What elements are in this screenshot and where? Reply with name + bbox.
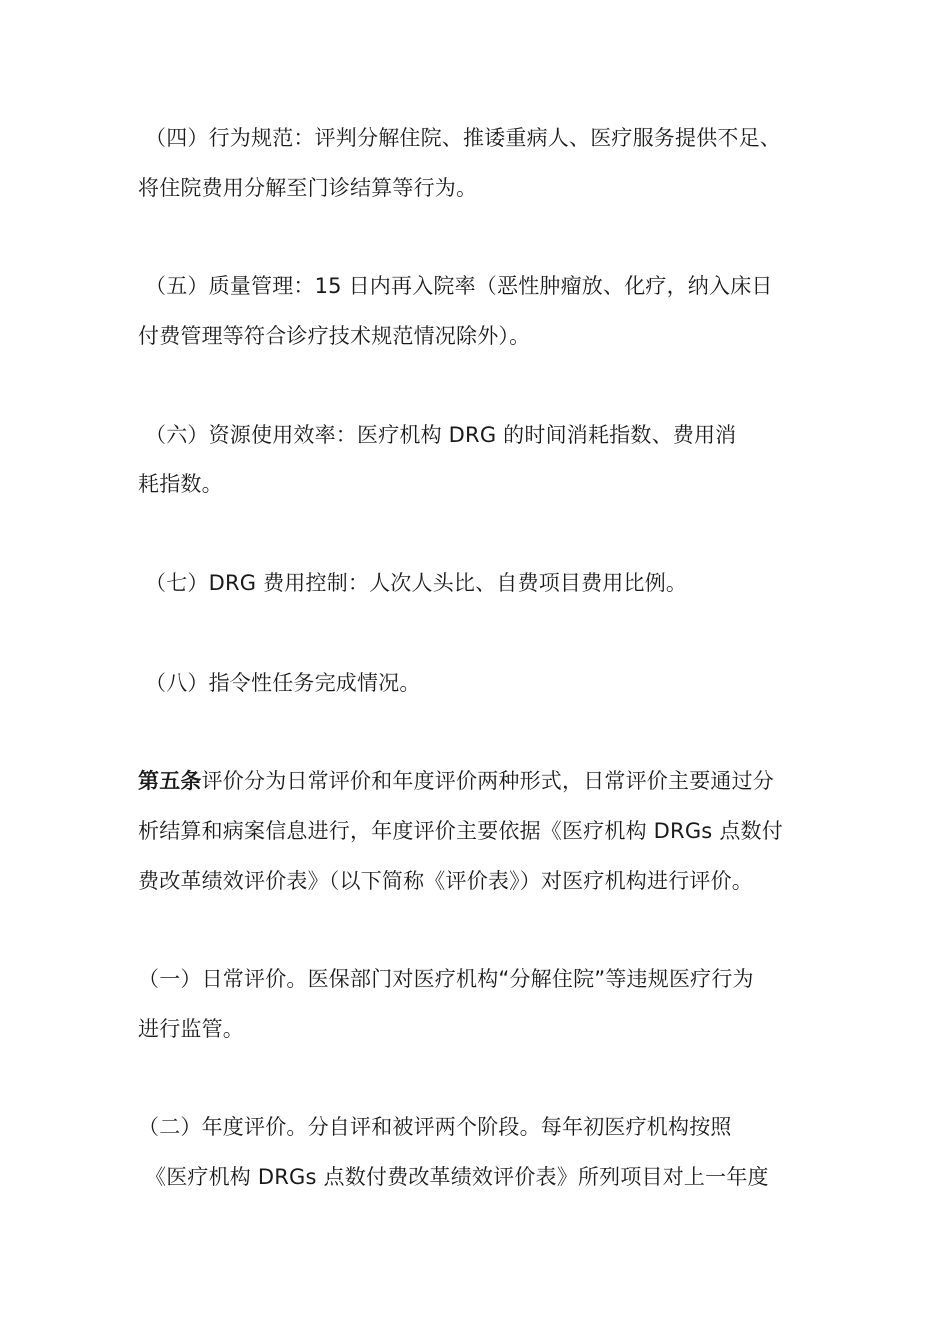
paragraph-6-line-2: 耗指数。 [138, 472, 223, 496]
article-5-text: 评价分为日常评价和年度评价两种形式，日常评价主要通过分 [201, 769, 775, 793]
subsection-2-line-2: 《医疗机构 DRGs 点数付费改革绩效评价表》所列项目对上一年度 [145, 1165, 769, 1189]
paragraph-4-line-2: 将住院费用分解至门诊结算等行为。 [138, 176, 478, 200]
paragraph-4-line-1: （四）行为规范：评判分解住院、推诿重病人、医疗服务提供不足、 [145, 126, 781, 150]
article-5-line-2: 析结算和病案信息进行，年度评价主要依据《医疗机构 DRGs 点数付 [138, 819, 783, 843]
paragraph-6-line-1: （六）资源使用效率：医疗机构 DRG 的时间消耗指数、费用消 [145, 423, 737, 447]
subsection-2-line-1: （二）年度评价。分自评和被评两个阶段。每年初医疗机构按照 [138, 1115, 732, 1139]
paragraph-7-line-1: （七）DRG 费用控制：人次人头比、自费项目费用比例。 [145, 571, 688, 595]
subsection-1-line-1: （一）日常评价。医保部门对医疗机构“分解住院”等违规医疗行为 [138, 967, 754, 991]
paragraph-5-line-1: （五）质量管理：15 日内再入院率（恶性肿瘤放、化疗，纳入床日 [145, 274, 773, 298]
article-5-heading: 第五条 [138, 769, 202, 793]
paragraph-5-line-2: 付费管理等符合诊疗技术规范情况除外）。 [138, 324, 531, 348]
paragraph-8-line-1: （八）指令性任务完成情况。 [145, 671, 421, 695]
subsection-1-line-2: 进行监管。 [138, 1017, 244, 1041]
article-5-line-1 [138, 766, 774, 796]
article-5-line-3: 费改革绩效评价表》（以下简称《评价表》）对医疗机构进行评价。 [138, 869, 753, 893]
